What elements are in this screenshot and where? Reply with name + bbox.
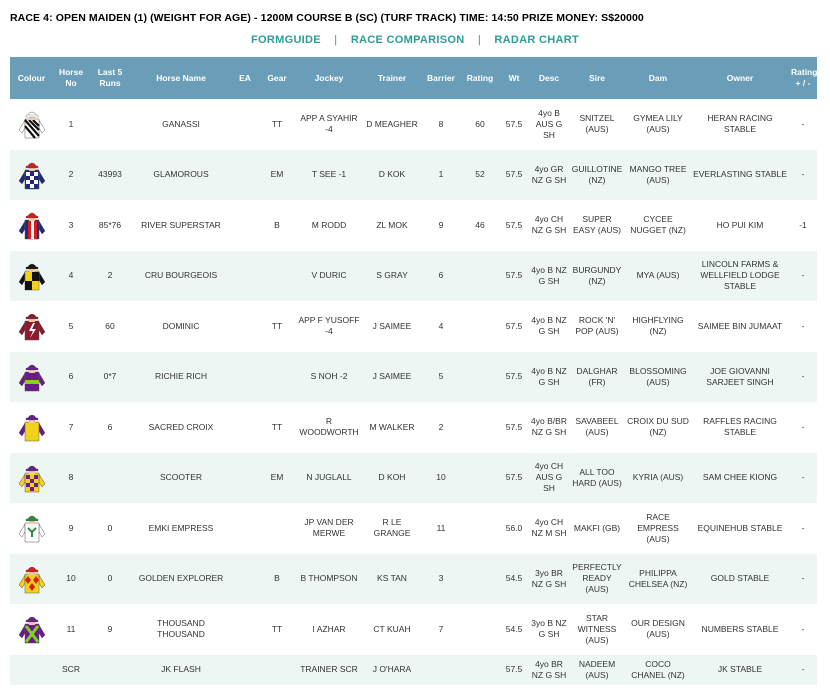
horse-name-cell	[131, 453, 231, 504]
owner-cell: JOE GIOVANNI SARJEET SINGH	[706, 365, 774, 387]
jockey-silk-icon	[17, 106, 47, 142]
rating-cell	[461, 251, 499, 302]
silk-cell	[10, 453, 53, 504]
weight-cell: 57.5	[505, 472, 523, 483]
description-cell: 4yo CH NZ M SH	[531, 517, 567, 539]
silk-cell	[10, 301, 53, 352]
sire-cell: PERFECTLY READY (AUS)	[572, 562, 622, 595]
jockey-silk-icon	[17, 258, 47, 294]
ea-cell	[231, 352, 259, 403]
last-5-runs-cell: 6	[107, 421, 113, 432]
weight-cell: 57.5	[505, 320, 523, 331]
horse-name-link[interactable]: DOMINIC	[162, 320, 200, 331]
weight-cell: 57.5	[505, 169, 523, 180]
owner-cell: NUMBERS STABLE	[701, 623, 779, 634]
barrier-cell	[421, 655, 461, 685]
owner-cell: GOLD STABLE	[710, 573, 770, 584]
jockey-silk-icon	[17, 359, 47, 395]
sire-cell: STAR WITNESS (AUS)	[577, 612, 617, 645]
description-cell: 4yo BR NZ G SH	[531, 658, 567, 680]
owner-cell: EVERLASTING STABLE	[693, 169, 787, 180]
horse-no-cell: 6	[68, 371, 74, 382]
rating-cell	[461, 655, 499, 685]
trainer-cell	[363, 554, 421, 605]
horse-no-cell: 8	[68, 472, 74, 483]
col-last-5-runs-header: Last 5 Runs	[97, 67, 123, 88]
owner-cell: HO PUI KIM	[716, 219, 764, 230]
jockey-link[interactable]: S NOH -2	[310, 371, 348, 382]
jockey-link[interactable]: N JUGLALL	[306, 472, 352, 483]
ea-cell	[231, 99, 259, 150]
ea-cell	[231, 402, 259, 453]
jockey-cell	[295, 352, 363, 403]
table-row	[10, 503, 817, 554]
nav-formguide[interactable]: FORMGUIDE	[251, 34, 321, 46]
jockey-cell	[295, 503, 363, 554]
nav-radar-chart[interactable]: RADAR CHART	[494, 34, 579, 46]
trainer-cell	[363, 352, 421, 403]
rating-cell	[461, 301, 499, 352]
weight-cell: 57.5	[505, 421, 523, 432]
weight-cell: 56.0	[505, 522, 523, 533]
table-body	[10, 99, 817, 685]
trainer-cell	[363, 251, 421, 302]
rating-cell	[461, 604, 499, 655]
barrier-cell: 7	[438, 623, 444, 634]
last-5-runs-cell: 2	[107, 270, 113, 281]
table-row	[10, 655, 817, 685]
col-ea-header: EA	[239, 72, 251, 83]
jockey-cell	[295, 150, 363, 201]
owner-cell: HERAN RACING STABLE	[707, 113, 773, 135]
jockey-silk-icon	[17, 409, 47, 445]
gear-cell: TT	[271, 320, 283, 331]
horse-name-link[interactable]: RICHIE RICH	[155, 371, 207, 382]
trainer-link[interactable]: J SAIMEE	[372, 320, 412, 331]
horse-no-cell: 4	[68, 270, 74, 281]
jockey-link[interactable]: T SEE -1	[311, 169, 347, 180]
jockey-silk-icon	[17, 460, 47, 496]
nav-race-comparison[interactable]: RACE COMPARISON	[350, 34, 465, 46]
barrier-cell: 8	[438, 118, 444, 129]
dam-cell: MANGO TREE (AUS)	[629, 163, 687, 185]
jockey-silk-icon	[17, 207, 47, 243]
horse-name-cell	[131, 655, 231, 685]
col-horse-no-header: Horse No	[58, 67, 84, 88]
last-5-runs-cell: 0	[107, 522, 113, 533]
ea-cell	[231, 251, 259, 302]
owner-cell: JK STABLE	[717, 664, 763, 674]
rating-change-cell: -	[801, 472, 805, 483]
silk-cell	[10, 604, 53, 655]
trainer-cell	[363, 604, 421, 655]
rating-change-cell: -	[801, 522, 805, 533]
last-5-runs-cell	[89, 655, 131, 685]
rating-cell: 46	[475, 219, 485, 230]
rating-change-cell: -	[801, 623, 805, 634]
trainer-cell	[363, 655, 421, 685]
silk-cell	[10, 352, 53, 403]
jockey-cell	[295, 554, 363, 605]
rating-change-cell: -	[801, 169, 805, 180]
sire-cell: MAKFI (GB)	[573, 522, 621, 533]
rating-change-cell: -	[801, 270, 805, 281]
horse-name-link[interactable]: GOLDEN EXPLORER	[138, 573, 224, 584]
description-cell: 4yo B NZ G SH	[531, 365, 567, 387]
gear-cell: EM	[270, 169, 284, 180]
ea-cell	[231, 200, 259, 251]
jockey-link[interactable]: R WOODWORTH	[299, 416, 359, 438]
table-row	[10, 200, 817, 251]
col-wt-header: Wt	[508, 72, 520, 83]
barrier-cell: 11	[436, 522, 446, 533]
col-gear-header: Gear	[267, 72, 287, 83]
rating-change-cell: -	[801, 664, 805, 674]
horse-no-cell: 5	[68, 320, 74, 331]
barrier-cell: 4	[438, 320, 444, 331]
horse-no-cell: SCR	[62, 664, 80, 674]
horse-name-link[interactable]: GANASSI	[162, 118, 200, 129]
gear-cell	[259, 352, 295, 403]
sire-cell: NADEEM (AUS)	[578, 658, 616, 680]
trainer-cell	[363, 503, 421, 554]
col-dam-header: Dam	[648, 72, 668, 83]
jockey-cell	[295, 200, 363, 251]
gear-cell: EM	[270, 472, 284, 483]
owner-cell: LINCOLN FARMS & WELLFIELD LODGE STABLE	[700, 259, 780, 292]
rating-cell: 60	[475, 118, 485, 129]
jockey-cell	[295, 604, 363, 655]
last-5-runs-cell: 0	[107, 573, 113, 584]
description-cell: 4yo B NZ G SH	[531, 264, 567, 286]
ea-cell	[231, 453, 259, 504]
table-row	[10, 604, 817, 655]
horse-name-cell	[131, 251, 231, 302]
nav-separator: |	[334, 34, 338, 46]
barrier-cell: 2	[438, 421, 444, 432]
description-cell: 4yo CH AUS G SH	[534, 461, 564, 494]
rating-cell	[461, 554, 499, 605]
jockey-link[interactable]: V DURIC	[311, 270, 347, 281]
weight-cell: 57.5	[505, 118, 523, 129]
last-5-runs-cell: 43993	[98, 169, 122, 180]
col-desc-header: Desc	[538, 72, 560, 83]
rating-change-cell: -1	[799, 219, 807, 230]
trainer-link[interactable]: S GRAY	[376, 270, 408, 281]
gear-cell: TT	[271, 421, 283, 432]
trainer-link[interactable]: J SAIMEE	[372, 371, 412, 382]
last-5-runs-cell	[89, 99, 131, 150]
table-row	[10, 453, 817, 504]
col-sire-header: Sire	[588, 72, 606, 83]
horse-name-link[interactable]: THOUSAND THOUSAND	[157, 618, 205, 640]
rating-change-cell: -	[801, 118, 805, 129]
owner-cell: RAFFLES RACING STABLE	[703, 416, 777, 438]
dam-cell: BLOSSOMING (AUS)	[629, 365, 687, 387]
jockey-cell	[295, 453, 363, 504]
jockey-link[interactable]: B THOMPSON	[300, 573, 358, 584]
jockey-cell	[295, 301, 363, 352]
sire-cell: SNITZEL (AUS)	[579, 113, 615, 135]
table-row	[10, 301, 817, 352]
trainer-cell	[363, 301, 421, 352]
horse-name-cell	[131, 352, 231, 403]
jockey-cell	[295, 251, 363, 302]
silk-cell	[10, 150, 53, 201]
jockey-silk-icon	[17, 611, 47, 647]
horse-no-cell: 9	[68, 522, 74, 533]
horse-name-link[interactable]: GLAMOROUS	[153, 169, 209, 180]
sire-cell: ALL TOO HARD (AUS)	[572, 466, 622, 488]
horse-no-cell: 3	[68, 219, 74, 230]
description-cell: 3yo BR NZ G SH	[531, 567, 567, 589]
col-colour-header: Colour	[17, 72, 46, 83]
description-cell: 4yo B NZ G SH	[531, 315, 567, 337]
last-5-runs-cell: 9	[107, 623, 113, 634]
owner-cell: SAIMEE BIN JUMAAT	[697, 320, 783, 331]
ea-cell	[231, 554, 259, 605]
jockey-link[interactable]: JP VAN DER MERWE	[304, 517, 354, 539]
silk-cell	[10, 554, 53, 605]
horse-no-cell: 11	[66, 623, 76, 634]
barrier-cell: 5	[438, 371, 444, 382]
horse-no-cell: 1	[68, 118, 74, 129]
dam-cell: CYCEE NUGGET (NZ)	[630, 214, 686, 236]
horse-name-cell	[131, 503, 231, 554]
owner-cell: SAM CHEE KIONG	[702, 472, 778, 483]
ea-cell	[231, 604, 259, 655]
horse-name-cell	[131, 150, 231, 201]
sire-cell: GUILLOTINE (NZ)	[571, 163, 623, 185]
description-cell: 3yo B NZ G SH	[531, 618, 567, 640]
horse-no-cell: 7	[68, 421, 74, 432]
silk-cell	[10, 251, 53, 302]
col-trainer-header: Trainer	[377, 72, 407, 83]
race-card-table	[10, 57, 817, 685]
trainer-link[interactable]: D MEAGHER	[366, 118, 418, 129]
weight-cell: 57.5	[505, 664, 523, 674]
weight-cell: 57.5	[505, 219, 523, 230]
col-rating-header: Rating	[466, 72, 494, 83]
trainer-link[interactable]: M WALKER	[369, 421, 415, 432]
horse-name-link[interactable]: SACRED CROIX	[148, 421, 214, 432]
barrier-cell: 3	[438, 573, 444, 584]
sire-cell: SUPER EASY (AUS)	[572, 214, 622, 236]
barrier-cell: 9	[438, 219, 444, 230]
trainer-cell	[363, 150, 421, 201]
table-row	[10, 150, 817, 201]
jockey-cell	[295, 402, 363, 453]
description-cell: 4yo B/BR NZ G SH	[531, 416, 567, 438]
trainer-cell	[363, 99, 421, 150]
rating-cell	[461, 402, 499, 453]
sire-cell: DALGHAR (FR)	[576, 365, 618, 387]
last-5-runs-cell: 60	[105, 320, 115, 331]
rating-change-cell: -	[801, 371, 805, 382]
trainer-link[interactable]: R LE GRANGE	[373, 517, 411, 539]
dam-cell: HIGHFLYING (NZ)	[632, 315, 684, 337]
horse-name-cell	[131, 301, 231, 352]
horse-name-link[interactable]: RIVER SUPERSTAR	[141, 219, 221, 230]
table-row	[10, 99, 817, 150]
jockey-link[interactable]: I AZHAR	[312, 623, 346, 634]
gear-cell: TT	[271, 623, 283, 634]
trainer-cell	[363, 453, 421, 504]
trainer-link[interactable]: D KOK	[378, 169, 406, 180]
dam-cell: COCO CHANEL (NZ)	[631, 658, 685, 680]
dam-cell: CROIX DU SUD (NZ)	[627, 416, 689, 438]
col-rating-change-header: Rating + / -	[791, 67, 818, 88]
barrier-cell: 1	[438, 169, 444, 180]
rating-change-cell: -	[801, 320, 805, 331]
silk-cell	[10, 99, 53, 150]
jockey-link[interactable]: M RODD	[311, 219, 347, 230]
last-5-runs-cell: 0*7	[103, 371, 117, 382]
col-barrier-header: Barrier	[427, 72, 455, 83]
sire-cell: SAVABEEL (AUS)	[575, 416, 619, 438]
horse-name-cell	[131, 200, 231, 251]
weight-cell: 57.5	[505, 371, 523, 382]
trainer-cell	[363, 200, 421, 251]
rating-cell: 52	[475, 169, 485, 180]
rating-cell	[461, 453, 499, 504]
weight-cell: 57.5	[505, 270, 523, 281]
sire-cell: ROCK 'N' POP (AUS)	[575, 315, 619, 337]
table-header	[10, 57, 817, 99]
ea-cell	[231, 655, 259, 685]
jockey-cell	[295, 655, 363, 685]
horse-no-cell: 10	[66, 573, 76, 584]
table-row	[10, 554, 817, 605]
trainer-link[interactable]: KS TAN	[377, 573, 407, 584]
silk-cell	[10, 200, 53, 251]
col-horse-name-header: Horse Name	[156, 72, 206, 83]
description-cell: 4yo GR NZ G SH	[531, 163, 567, 185]
sire-cell: BURGUNDY (NZ)	[572, 264, 622, 286]
horse-name-link[interactable]: SCOOTER	[159, 472, 203, 483]
rating-change-cell: -	[801, 421, 805, 432]
jockey-link[interactable]: TRAINER SCR	[300, 664, 358, 674]
race-title: RACE 4: OPEN MAIDEN (1) (WEIGHT FOR AGE) - 1200M COURSE B (SC) (TURF TRACK) TIME: 14:50 PRIZE MONEY: S$20000	[10, 12, 644, 24]
trainer-link[interactable]: J O'HARA	[372, 664, 412, 674]
col-owner-header: Owner	[726, 72, 754, 83]
jockey-cell	[295, 99, 363, 150]
dam-cell: RACE EMPRESS (AUS)	[637, 511, 679, 544]
nav-separator: |	[477, 34, 482, 46]
barrier-cell: 6	[438, 270, 444, 281]
jockey-silk-icon	[17, 157, 47, 193]
col-jockey-header: Jockey	[314, 72, 344, 83]
horse-name-cell	[131, 402, 231, 453]
ea-cell	[231, 150, 259, 201]
race-nav	[0, 34, 830, 46]
horse-no-cell: 2	[68, 169, 74, 180]
gear-cell: B	[274, 573, 280, 584]
dam-cell: MYA (AUS)	[636, 270, 680, 281]
jockey-silk-icon	[17, 510, 47, 546]
last-5-runs-cell: 85*76	[98, 219, 122, 230]
horse-name-cell	[131, 554, 231, 605]
rating-cell	[461, 503, 499, 554]
table-row	[10, 402, 817, 453]
jockey-silk-icon	[17, 308, 47, 344]
table-row	[10, 352, 817, 403]
jockey-link[interactable]: APP A SYAHIR -4	[300, 113, 358, 135]
jockey-silk-icon	[17, 561, 47, 597]
dam-cell: GYMEA LILY (AUS)	[633, 113, 683, 135]
silk-cell	[10, 655, 53, 685]
weight-cell: 54.5	[505, 623, 523, 634]
trainer-cell	[363, 402, 421, 453]
description-cell: 4yo B AUS G SH	[535, 107, 563, 140]
description-cell: 4yo CH NZ G SH	[531, 214, 567, 236]
dam-cell: OUR DESIGN (AUS)	[631, 618, 685, 640]
rating-change-cell: -	[801, 573, 805, 584]
gear-cell: B	[274, 219, 280, 230]
table-row	[10, 251, 817, 302]
gear-cell	[259, 655, 295, 685]
ea-cell	[231, 503, 259, 554]
barrier-cell: 10	[436, 472, 446, 483]
dam-cell: PHILIPPA CHELSEA (NZ)	[628, 567, 688, 589]
gear-cell: TT	[271, 118, 283, 129]
trainer-link[interactable]: CT KUAH	[373, 623, 411, 634]
gear-cell	[259, 251, 295, 302]
horse-name-link[interactable]: JK FLASH	[161, 664, 201, 674]
weight-cell: 54.5	[505, 573, 523, 584]
silk-cell	[10, 402, 53, 453]
trainer-link[interactable]: D KOH	[378, 472, 406, 483]
horse-name-cell	[131, 604, 231, 655]
last-5-runs-cell	[89, 453, 131, 504]
gear-cell	[259, 503, 295, 554]
silk-cell	[10, 503, 53, 554]
owner-cell: EQUINEHUB STABLE	[697, 522, 783, 533]
trainer-link[interactable]: ZL MOK	[376, 219, 408, 230]
dam-cell: KYRIA (AUS)	[632, 472, 684, 483]
horse-name-link[interactable]: CRU BOURGEOIS	[144, 270, 218, 281]
jockey-link[interactable]: APP F YUSOFF -4	[298, 315, 360, 337]
ea-cell	[231, 301, 259, 352]
horse-name-cell	[131, 99, 231, 150]
horse-name-link[interactable]: EMKI EMPRESS	[148, 522, 214, 533]
rating-cell	[461, 352, 499, 403]
